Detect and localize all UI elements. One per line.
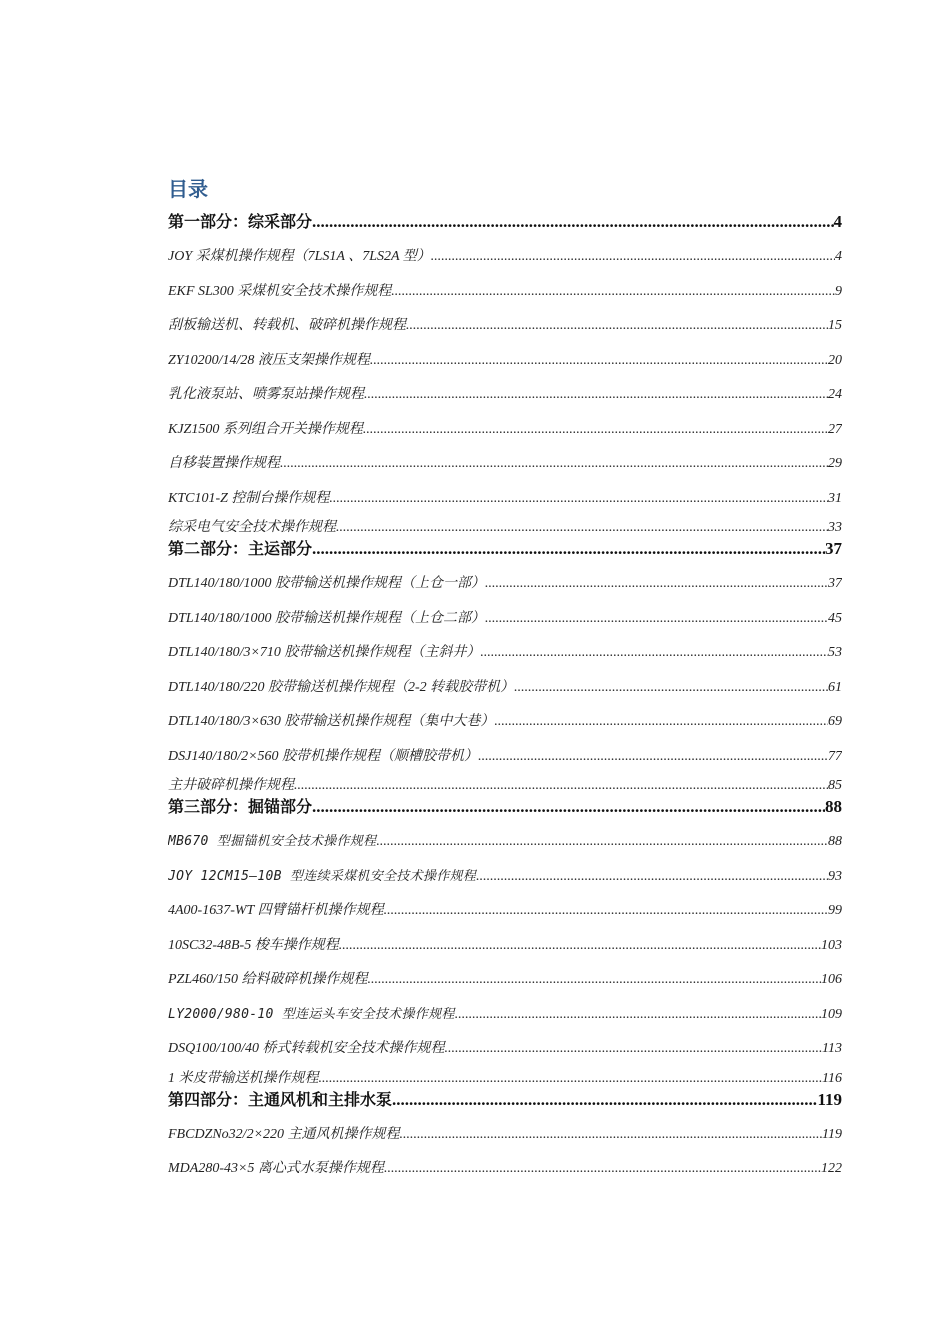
toc-entry[interactable] bbox=[168, 631, 842, 666]
toc-entry[interactable] bbox=[168, 820, 842, 855]
toc-entry-title: 10SC32-48B-5 梭车操作规程 bbox=[168, 937, 339, 953]
dot-leader bbox=[514, 666, 828, 701]
toc-entry-page-number: 99 bbox=[828, 903, 842, 918]
toc-entry-title: KTC101-Z 控制台操作规程 bbox=[168, 490, 330, 506]
toc-entry[interactable] bbox=[168, 477, 842, 512]
toc-section-heading-title: 第一部分：综采部分 bbox=[168, 212, 313, 231]
toc-entry-title: 1 米皮带输送机操作规程 bbox=[168, 1070, 319, 1086]
dot-leader bbox=[384, 889, 828, 924]
toc-entry[interactable] bbox=[168, 1027, 842, 1062]
toc-entry-page-number: 31 bbox=[828, 490, 842, 506]
toc-section-heading[interactable] bbox=[168, 794, 842, 820]
dot-leader bbox=[431, 235, 835, 270]
toc-entry-page-number: 113 bbox=[822, 1041, 842, 1056]
dot-leader bbox=[312, 209, 833, 235]
toc-section-heading-page-number: 4 bbox=[833, 212, 842, 231]
toc-entry[interactable] bbox=[168, 442, 842, 477]
dot-leader bbox=[478, 735, 828, 770]
dot-leader bbox=[485, 562, 828, 597]
toc-entry[interactable] bbox=[168, 993, 842, 1028]
dot-leader bbox=[376, 820, 828, 855]
toc-entry-page-number: 69 bbox=[828, 714, 842, 729]
toc-entry-title: MDA280-43×5 离心式水泵操作规程 bbox=[168, 1161, 384, 1176]
toc-section-heading-page-number: 37 bbox=[825, 539, 842, 558]
toc-entry[interactable] bbox=[168, 1113, 842, 1148]
toc-entry-title: EKF SL300 采煤机安全技术操作规程 bbox=[168, 283, 392, 299]
toc-body bbox=[168, 209, 842, 1182]
dot-leader bbox=[494, 700, 828, 735]
toc-entry-title: DTL140/180/220 胶带输送机操作规程（2-2 转载胶带机） bbox=[168, 679, 515, 695]
toc-entry-page-number: 119 bbox=[822, 1126, 842, 1142]
dot-leader bbox=[329, 477, 828, 512]
toc-entry-title: MB670 型掘锚机安全技术操作规程 bbox=[168, 834, 377, 849]
toc-entry-page-number: 103 bbox=[821, 937, 842, 953]
toc-entry-title: JOY 12CM15—10B 型连续采煤机安全技术操作规程 bbox=[168, 868, 477, 884]
toc-section-heading[interactable] bbox=[168, 536, 842, 562]
toc-entry-title: 刮板输送机、转载机、破碎机操作规程 bbox=[168, 318, 406, 333]
toc-title: 目录 bbox=[168, 177, 208, 201]
dot-leader bbox=[445, 1027, 823, 1062]
toc-entry-page-number: 93 bbox=[828, 868, 842, 884]
toc-entry[interactable] bbox=[168, 666, 842, 701]
toc-entry-page-number: 106 bbox=[821, 972, 842, 987]
toc-entry[interactable] bbox=[168, 597, 842, 632]
toc-entry-page-number: 4 bbox=[835, 249, 842, 264]
toc-entry[interactable] bbox=[168, 769, 842, 794]
toc-entry-page-number: 116 bbox=[822, 1070, 842, 1086]
dot-leader bbox=[392, 1087, 817, 1113]
toc-entry-title: DTL140/180/1000 胶带输送机操作规程（上仓一部） bbox=[168, 576, 485, 591]
dot-leader bbox=[485, 597, 828, 632]
dot-leader bbox=[480, 631, 828, 666]
toc-entry-title: 4A00-1637-WT 四臂锚杆机操作规程 bbox=[168, 903, 384, 918]
toc-entry-title: JOY 采煤机操作规程（7LS1A 、7LS2A 型） bbox=[168, 249, 431, 264]
toc-entry-page-number: 33 bbox=[828, 520, 842, 535]
toc-section-heading-page-number: 119 bbox=[817, 1089, 842, 1109]
toc-entry-page-number: 20 bbox=[828, 352, 842, 368]
toc-entry-page-number: 77 bbox=[828, 748, 842, 764]
dot-leader bbox=[476, 855, 828, 890]
toc-entry[interactable] bbox=[168, 1147, 842, 1182]
toc-entry-title: 乳化液泵站、喷雾泵站操作规程 bbox=[168, 387, 364, 402]
dot-leader bbox=[336, 511, 828, 536]
toc-entry-title: DTL140/180/1000 胶带输送机操作规程（上仓二部） bbox=[168, 610, 485, 626]
toc-section-heading-title: 第三部分：掘锚部分 bbox=[168, 797, 313, 816]
table-of-contents bbox=[168, 176, 842, 1182]
dot-leader bbox=[400, 1113, 823, 1148]
dot-leader bbox=[312, 794, 825, 820]
dot-leader bbox=[312, 536, 825, 562]
toc-entry-title: FBCDZNo32/2×220 主通风机操作规程 bbox=[168, 1126, 400, 1142]
dot-leader bbox=[370, 339, 828, 374]
toc-entry[interactable] bbox=[168, 562, 842, 597]
toc-entry-page-number: 53 bbox=[828, 645, 842, 660]
toc-entry-page-number: 88 bbox=[828, 834, 842, 849]
toc-entry[interactable] bbox=[168, 511, 842, 536]
toc-entry-title: 主井破碎机操作规程 bbox=[168, 778, 294, 793]
dot-leader bbox=[319, 1062, 823, 1087]
toc-entry[interactable] bbox=[168, 958, 842, 993]
toc-entry[interactable] bbox=[168, 735, 842, 770]
toc-entry-page-number: 37 bbox=[828, 576, 842, 591]
toc-entry-page-number: 24 bbox=[828, 387, 842, 402]
toc-entry[interactable] bbox=[168, 373, 842, 408]
toc-entry[interactable] bbox=[168, 889, 842, 924]
toc-entry-page-number: 29 bbox=[828, 456, 842, 471]
dot-leader bbox=[339, 924, 821, 959]
toc-entry-page-number: 45 bbox=[828, 610, 842, 626]
toc-entry-page-number: 9 bbox=[835, 283, 842, 299]
dot-leader bbox=[364, 373, 828, 408]
toc-entry-page-number: 109 bbox=[821, 1006, 842, 1022]
toc-section-heading-title: 第二部分：主运部分 bbox=[168, 539, 313, 558]
toc-entry[interactable] bbox=[168, 408, 842, 443]
toc-entry-title: DTL140/180/3×710 胶带输送机操作规程（主斜井） bbox=[168, 645, 481, 660]
toc-entry-page-number: 15 bbox=[828, 318, 842, 333]
toc-entry[interactable] bbox=[168, 270, 842, 305]
toc-entry-title: 综采电气安全技术操作规程 bbox=[168, 520, 336, 535]
toc-entry[interactable] bbox=[168, 1062, 842, 1087]
toc-section-heading-page-number: 88 bbox=[825, 797, 842, 816]
toc-entry-title: ZY10200/14/28 液压支架操作规程 bbox=[168, 352, 370, 368]
dot-leader bbox=[384, 1147, 821, 1182]
toc-entry-title: PZL460/150 给料破碎机操作规程 bbox=[168, 972, 368, 987]
toc-entry[interactable] bbox=[168, 924, 842, 959]
toc-entry[interactable] bbox=[168, 235, 842, 270]
toc-entry[interactable] bbox=[168, 304, 842, 339]
toc-entry-title: KJZ1500 系列组合开关操作规程 bbox=[168, 421, 363, 437]
toc-entry-page-number: 61 bbox=[828, 679, 842, 695]
toc-entry-title: 自移装置操作规程 bbox=[168, 456, 280, 471]
dot-leader bbox=[406, 304, 828, 339]
toc-entry-title: LY2000/980-10 型连运头车安全技术操作规程 bbox=[168, 1006, 455, 1022]
toc-entry-title: DSQ100/100/40 桥式转载机安全技术操作规程 bbox=[168, 1041, 445, 1056]
dot-leader bbox=[280, 442, 828, 477]
toc-entry[interactable] bbox=[168, 855, 842, 890]
toc-entry-page-number: 27 bbox=[828, 421, 842, 437]
toc-entry-title: DTL140/180/3×630 胶带输送机操作规程（集中大巷） bbox=[168, 714, 495, 729]
dot-leader bbox=[363, 408, 828, 443]
dot-leader bbox=[368, 958, 821, 993]
toc-entry-page-number: 85 bbox=[828, 778, 842, 793]
toc-entry-title: DSJ140/180/2×560 胶带机操作规程（顺槽胶带机） bbox=[168, 748, 479, 764]
toc-section-heading[interactable] bbox=[168, 209, 842, 235]
toc-entry-page-number: 122 bbox=[821, 1161, 842, 1176]
toc-entry[interactable] bbox=[168, 700, 842, 735]
toc-section-heading-title: 第四部分：主通风机和主排水泵 bbox=[168, 1089, 393, 1109]
dot-leader bbox=[294, 769, 828, 794]
toc-section-heading[interactable] bbox=[168, 1087, 842, 1113]
dot-leader bbox=[455, 993, 821, 1028]
dot-leader bbox=[391, 270, 835, 305]
toc-entry[interactable] bbox=[168, 339, 842, 374]
